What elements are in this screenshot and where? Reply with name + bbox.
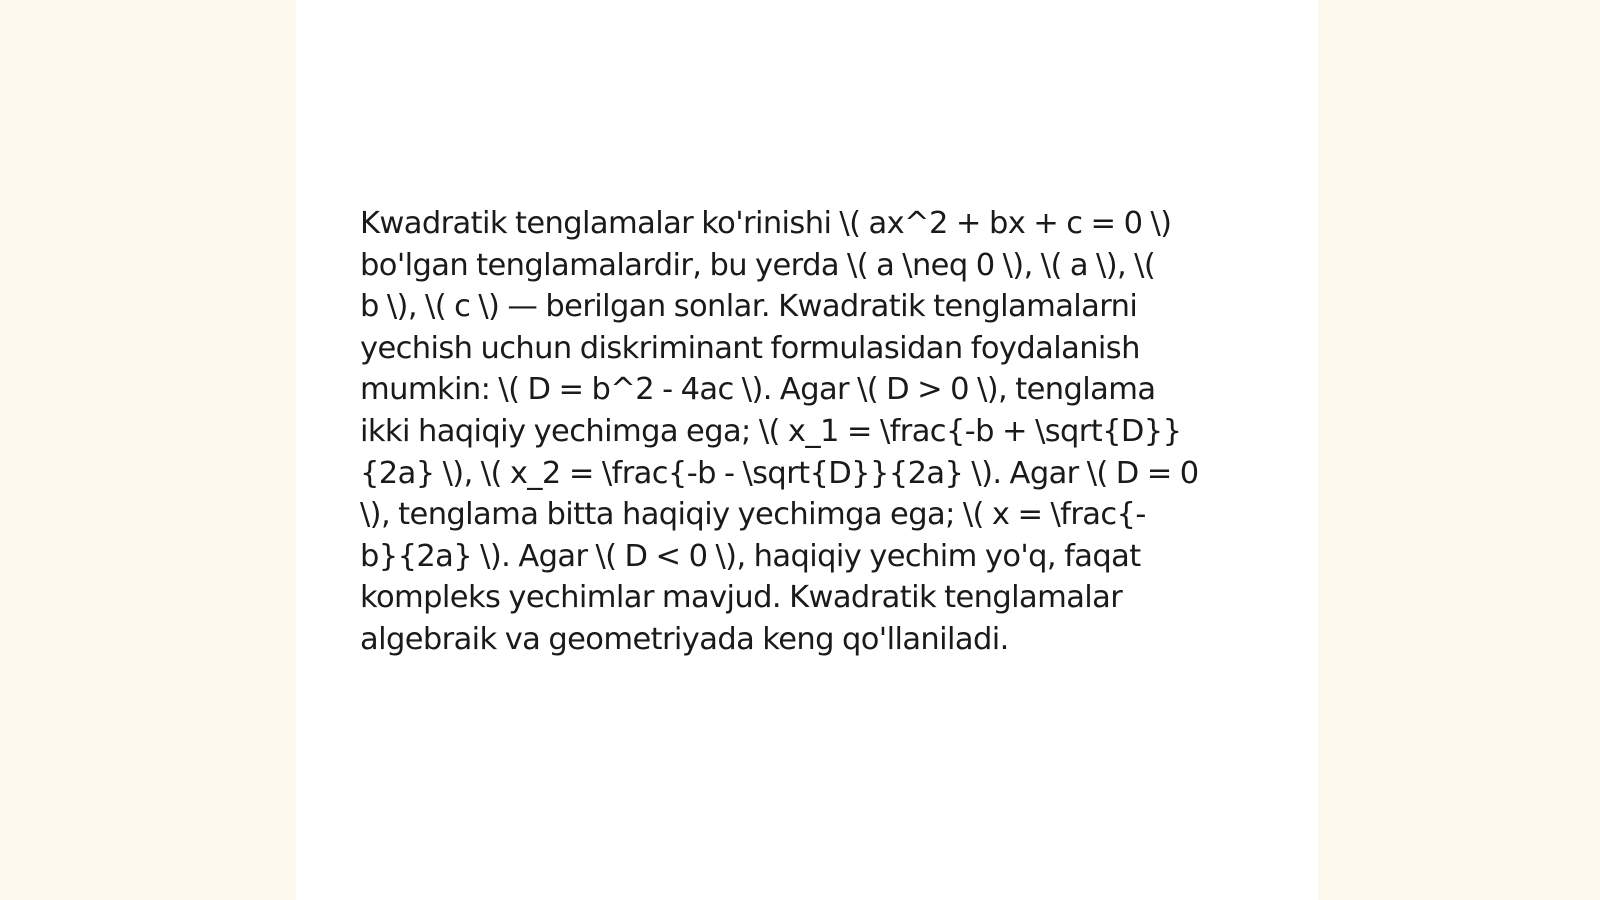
body-paragraph — [360, 203, 1260, 661]
paragraph-line: ikki haqiqiy yechimga ega; \( x_1 = \frac{-b + \sqrt{D}} — [360, 413, 1182, 449]
paragraph-line: \), tenglama bitta haqiqiy yechimga ega; \( x = \frac{- — [360, 497, 1146, 533]
paragraph-line: Kwadratik tenglamalar ko'rinishi \( ax^2 + bx + c = 0 \) — [360, 206, 1172, 241]
document-page — [296, 0, 1318, 900]
paragraph-line: b \), \( c \) — berilgan sonlar. Kwadratik tenglamalarni — [360, 289, 1138, 325]
paragraph-line: yechish uchun diskriminant formulasidan foydalanish — [360, 330, 1140, 366]
paragraph-line: algebraik va geometriyada keng qo'llaniladi. — [360, 621, 1009, 657]
paragraph-line: mumkin: \( D = b^2 - 4ac \). Agar \( D > 0 \), tenglama — [360, 372, 1156, 408]
paragraph-line: b}{2a} \). Agar \( D < 0 \), haqiqiy yechim yo'q, faqat — [360, 538, 1141, 574]
paragraph-line: {2a} \), \( x_2 = \frac{-b - \sqrt{D}}{2a} \). Agar \( D = 0 — [360, 455, 1199, 491]
paragraph-line: bo'lgan tenglamalardir, bu yerda \( a \neq 0 \), \( a \), \( — [360, 247, 1156, 283]
paragraph-line: kompleks yechimlar mavjud. Kwadratik tenglamalar — [360, 580, 1123, 616]
